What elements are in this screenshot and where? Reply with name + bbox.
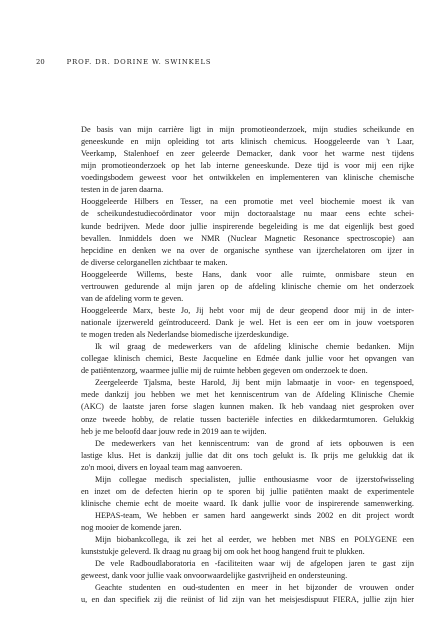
text-line: testen in de jaren daarna. — [81, 185, 164, 195]
text-line: De basis van mijn carrière ligt in mijn promotieonderzoek, mijn studies scheikunde en — [81, 125, 414, 134]
text-line: de patiëntenzorg, waarmee jullie mij de ruimte hebben gegeven om onderzoek te doen. — [81, 366, 368, 376]
text-line: geweest, dank voor jullie vaak onvoorwaardelijke gastvrijheid en ondersteuning. — [81, 571, 348, 581]
text-line: onze tweede hobby, de relatie tussen bacteriële infecties en dikkedarmtumoren. Gelukkig — [81, 414, 414, 424]
text-line: de diverse celorganellen zichtbaar te maken. — [81, 257, 228, 267]
running-header — [36, 58, 211, 66]
running-title: PROF. DR. DORINE W. SWINKELS — [66, 58, 212, 66]
text-line: nationale ijzerwereld geïntroduceerd. Dank je wel. Het is een eer om in jouw voetsporen — [81, 318, 414, 327]
text-line: kunststukje geleverd. Ik draag nu graag bij om ook het hoog hangend fruit te plukken. — [81, 547, 365, 557]
text-line: Ik wil graag de medewerkers van de afdeling klinische chemie bedanken. Mijn — [95, 342, 414, 352]
text-line: lastige klus. Het is dankzij jullie dat dit ons toch gelukt is. Ik prijs me gelukkig dat ik — [81, 450, 414, 460]
text-line: HEPAS-team, We hebben er samen hard aangewerkt sinds 2002 en dit project wordt — [95, 511, 414, 520]
text-line: te mogen treden als Nederlandse biomedische ijzerdeskundige. — [81, 330, 289, 340]
text-line: heb je me beloofd daar jouw rede in 2019 aan te wijden. — [81, 426, 267, 436]
text-line: van de afdeling vorm te geven. — [81, 293, 184, 303]
text-line: voedingsbodem geweest voor het ontwikkelen en implementeren van klinische chemische — [81, 173, 414, 183]
text-line: Mijn biobankcollega, ik zei het al eerder, we hebben met NBS en POLYGENE een — [95, 535, 414, 545]
text-line: nog mooier de komende jaren. — [81, 523, 182, 533]
body-text — [81, 124, 414, 607]
text-line: vertrouwen gedurende al mijn jaren op de afdeling klinische chemie om het onderzoek — [81, 281, 414, 291]
text-line: Hooggeleerde Willems, beste Hans, dank voor alle ruimte, onmisbare steun en — [81, 269, 414, 279]
text-line: De medewerkers van het kenniscentrum: van de grond af iets opbouwen is een — [95, 438, 414, 448]
text-line: klinische chemie echt de moeite waard. Ik dank jullie voor de inspirerende samenwerking. — [81, 498, 414, 508]
text-line: bevallen. Inmiddels doen we NMR (Nuclear Magnetic Resonance spectroscopie) aan — [81, 233, 414, 243]
page-number: 20 — [36, 58, 45, 66]
text-line: mijn promotieonderzoek op het lab interne geneeskunde. Deze tijd is voor mij een rijke — [81, 161, 414, 171]
text-line: mede dankzij jou hebben we met het kenniscentrum van de Afdeling Klinische Chemie — [81, 390, 414, 400]
text-line: geneeskunde en mijn opleiding tot arts klinisch chemicus. Hooggeleerde van 't Laar, — [81, 137, 414, 147]
text-line: hepcidine en denken we na over de organische synthese van ijzerchelatoren om ijzer in — [81, 245, 414, 255]
text-line: Zeergeleerde Tjalsma, beste Harold, Jij bent mijn labmaatje in voor- en tegenspoed, — [95, 378, 414, 388]
text-line: zo'n mooi, divers en loyaal team mag aanvoeren. — [81, 462, 243, 472]
text-line: De vele Radboudlaboratoria en -faciliteiten waar wij de afgelopen jaren te gast zijn — [95, 559, 414, 569]
text-line: Hooggeleerde Hilbers en Tesser, na een promotie met veel biochemie moest ik van — [81, 197, 414, 207]
text-line: Geachte studenten en oud-studenten en meer in het bijzonder de vrouwen onder — [95, 583, 414, 593]
text-line: kunde bedrijven. Mede door jullie inspirerende begeleiding is me dat eigenlijk best goed — [81, 221, 414, 231]
text-line: u, en dan specifiek zij die reünist of lid zijn van het meisjesdispuut FIERA, jullie zijn hier — [81, 595, 414, 605]
text-line: Mijn collegae medisch specialisten, jullie enthousiasme voor de ijzerstofwisseling — [95, 474, 414, 484]
text-line: Veerkamp, Stalenhoef en zeer geleerde Demacker, dank voor het warme nest tijdens — [81, 149, 414, 159]
text-line: de scheikundestudiecoördinator voor mijn doctoraalstage nu maar eens echte schei- — [81, 209, 414, 219]
text-line: collegae klinisch chemici, Beste Jacqueline en Edmée dank jullie voor het opvangen van — [81, 354, 414, 364]
text-line: en inzet om de defecten hierin op te sporen bij jullie patiënten maakt de experimentele — [81, 486, 414, 496]
text-line: Hooggeleerde Marx, beste Jo, Jij hebt voor mij de deur geopend door mij in de inter- — [81, 305, 414, 315]
text-line: (AKC) de laatste jaren forse slagen kunnen maken. Ik heb vandaag niet gesproken over — [81, 402, 414, 412]
